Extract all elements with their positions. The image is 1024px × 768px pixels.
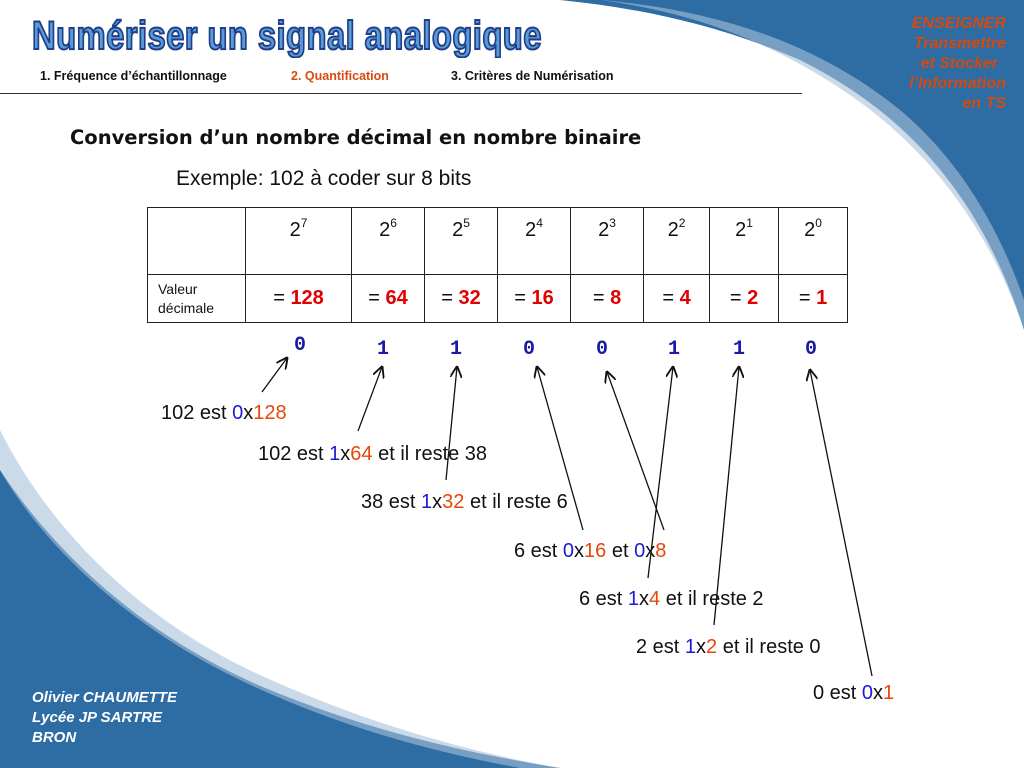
table-cell-power: $2^5$: [425, 208, 498, 275]
step-line: 6 est 0x16 et 0x8: [514, 540, 667, 562]
table-cell-power: $2^1$: [710, 208, 779, 275]
nav-item-criteres[interactable]: 3. Critères de Numérisation: [451, 69, 614, 83]
row-label: Valeur décimale: [148, 275, 246, 323]
side-title-line: en TS: [962, 95, 1006, 112]
table-cell-value: = 4: [644, 275, 710, 323]
table-cell-value: = 1: [779, 275, 848, 323]
table-cell-value: = 32: [425, 275, 498, 323]
arrow: [648, 367, 673, 578]
table-cell-value: = 64: [352, 275, 425, 323]
table-cell-power: $2^3$: [571, 208, 644, 275]
example-text: Exemple: 102 à coder sur 8 bits: [176, 167, 472, 190]
arrow: [810, 370, 872, 676]
author-line: Olivier CHAUMETTE: [32, 689, 178, 706]
nav-item-quantification[interactable]: 2. Quantification: [291, 69, 389, 83]
table-cell-power: $2^7$: [246, 208, 352, 275]
bit-digit: 1: [377, 338, 390, 361]
nav-item-frequence[interactable]: 1. Fréquence d’échantillonnage: [40, 69, 227, 83]
arrow: [262, 358, 287, 392]
arrow: [358, 367, 382, 431]
side-title-line: ENSEIGNER: [911, 15, 1006, 32]
side-title-line: l’Information: [909, 75, 1006, 92]
author-line: BRON: [32, 729, 77, 746]
bit-digit: 1: [450, 338, 463, 361]
step-line: 102 est 0x128: [161, 402, 287, 424]
arrow: [607, 372, 664, 530]
table-cell-power: $2^2$: [644, 208, 710, 275]
page-title: Numériser un signal analogique: [32, 14, 542, 58]
author-line: Lycée JP SARTRE: [32, 709, 163, 726]
arrow: [714, 367, 739, 625]
bit-digit: 0: [294, 334, 307, 357]
table-cell-value: = 2: [710, 275, 779, 323]
table-cell-power: $2^6$: [352, 208, 425, 275]
bit-digit: 1: [668, 338, 681, 361]
arrow: [446, 367, 457, 480]
section-subtitle: Conversion d’un nombre décimal en nombre binaire: [70, 126, 642, 149]
side-title-line: Transmettre: [913, 35, 1006, 52]
step-line: 38 est 1x32 et il reste 6: [361, 491, 568, 513]
side-title-line: et Stocker: [920, 55, 998, 72]
bit-digit: 1: [733, 338, 746, 361]
table-cell-power: $2^0$: [779, 208, 848, 275]
table-cell-value: = 16: [498, 275, 571, 323]
step-line: 6 est 1x4 et il reste 2: [579, 588, 764, 610]
step-line: 102 est 1x64 et il reste 38: [258, 443, 488, 465]
table-cell-value: = 128: [246, 275, 352, 323]
step-line: 2 est 1x2 et il reste 0: [636, 636, 821, 658]
arrow: [537, 367, 583, 530]
step-line: 0 est 0x1: [813, 682, 895, 704]
table-cell-power: $2^4$: [498, 208, 571, 275]
bit-digit: 0: [596, 338, 609, 361]
bit-digit: 0: [805, 338, 818, 361]
bit-digit: 0: [523, 338, 536, 361]
table-cell-value: = 8: [571, 275, 644, 323]
